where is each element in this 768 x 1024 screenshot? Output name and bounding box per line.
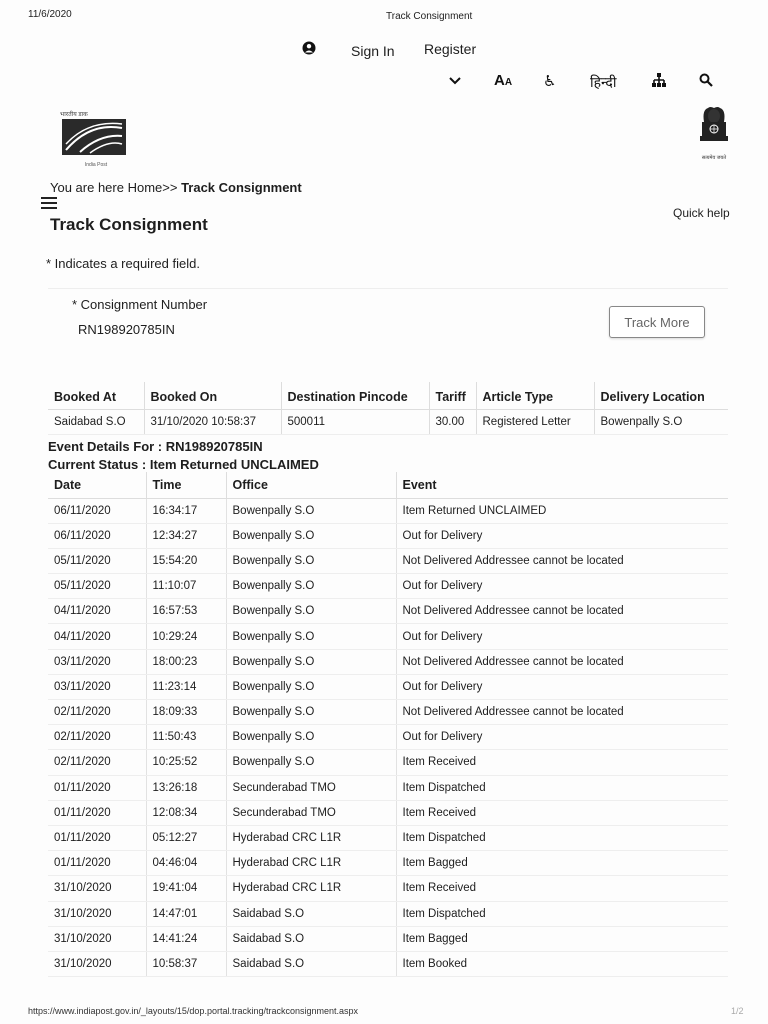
col-article-type: Article Type [476,382,594,410]
event-description: Not Delivered Addressee cannot be located [396,599,728,624]
event-time: 11:50:43 [146,725,226,750]
event-date: 03/11/2020 [48,649,146,674]
event-description: Out for Delivery [396,674,728,699]
search-icon[interactable] [699,73,713,87]
event-time: 05:12:27 [146,825,226,850]
table-row [48,649,728,674]
table-row [48,926,728,951]
event-time: 10:29:24 [146,624,226,649]
event-description: Item Dispatched [396,775,728,800]
logo-english-text: India Post [84,162,108,168]
consignment-number-label: * Consignment Number [72,297,208,312]
breadcrumb-prefix[interactable]: You are here Home>> [50,180,182,195]
required-field-note: * Indicates a required field. [46,256,200,271]
event-date: 05/11/2020 [48,574,146,599]
event-time: 14:41:24 [146,926,226,951]
logo-hindi-text: भारतीय डाक [60,112,88,118]
col-event: Event [396,472,728,498]
col-booked-at: Booked At [48,382,144,410]
table-row [48,498,728,523]
print-date: 11/6/2020 [28,9,72,20]
table-row [48,825,728,850]
event-office: Saidabad S.O [226,901,396,926]
col-destination-pincode: Destination Pincode [281,382,429,410]
destination-pincode-value: 500011 [281,410,429,435]
event-date: 03/11/2020 [48,674,146,699]
table-row [48,876,728,901]
table-row [48,775,728,800]
table-row [48,725,728,750]
col-office: Office [226,472,396,498]
event-date: 06/11/2020 [48,523,146,548]
event-description: Item Dispatched [396,901,728,926]
india-post-logo[interactable] [60,110,132,166]
table-row [48,901,728,926]
page-number: 1/2 [731,1006,744,1016]
consignment-number-value: RN198920785IN [78,322,175,337]
event-date: 05/11/2020 [48,548,146,573]
event-office: Secunderabad TMO [226,800,396,825]
article-type-value: Registered Letter [476,410,594,435]
event-time: 16:34:17 [146,498,226,523]
event-office: Bowenpally S.O [226,725,396,750]
event-description: Item Bagged [396,926,728,951]
print-title: Track Consignment [386,11,473,22]
event-office: Saidabad S.O [226,951,396,976]
event-time: 04:46:04 [146,851,226,876]
table-row [48,523,728,548]
event-time: 11:10:07 [146,574,226,599]
event-time: 13:26:18 [146,775,226,800]
page-title: Track Consignment [50,215,208,234]
booked-on-value: 31/10/2020 10:58:37 [144,410,281,435]
event-office: Bowenpally S.O [226,523,396,548]
event-date: 01/11/2020 [48,800,146,825]
col-delivery-location: Delivery Location [594,382,728,410]
event-time: 18:09:33 [146,700,226,725]
booked-at-value: Saidabad S.O [48,410,144,435]
user-icon[interactable] [302,41,316,55]
tariff-value: 30.00 [429,410,476,435]
font-size-icon[interactable]: AA [494,72,513,89]
event-office: Hyderabad CRC L1R [226,876,396,901]
event-date: 01/11/2020 [48,775,146,800]
booking-row [48,410,728,435]
event-time: 15:54:20 [146,548,226,573]
event-details-title: Event Details For : RN198920785IN [48,439,263,454]
event-date: 02/11/2020 [48,725,146,750]
hamburger-icon[interactable] [41,196,57,210]
event-time: 10:25:52 [146,750,226,775]
event-description: Item Returned UNCLAIMED [396,498,728,523]
current-status: Current Status : Item Returned UNCLAIMED [48,457,319,472]
table-row [48,599,728,624]
breadcrumb-current: Track Consignment [181,180,302,195]
booking-header-row [48,382,728,410]
event-date: 06/11/2020 [48,498,146,523]
event-date: 31/10/2020 [48,951,146,976]
event-description: Item Bagged [396,851,728,876]
event-details-table [48,472,728,977]
event-time: 12:34:27 [146,523,226,548]
accessibility-icon[interactable]: ♿ [543,73,557,90]
event-date: 31/10/2020 [48,926,146,951]
event-description: Not Delivered Addressee cannot be located [396,700,728,725]
footer-url: https://www.indiapost.gov.in/_layouts/15/dop.portal.tracking/trackconsignment.aspx [28,1006,359,1016]
event-time: 16:57:53 [146,599,226,624]
register-link[interactable]: Register [424,41,477,57]
event-date: 04/11/2020 [48,599,146,624]
event-office: Secunderabad TMO [226,775,396,800]
emblem-motto: सत्यमेव जयते [701,155,727,161]
event-description: Item Received [396,876,728,901]
event-office: Bowenpally S.O [226,599,396,624]
event-office: Bowenpally S.O [226,574,396,599]
event-office: Hyderabad CRC L1R [226,825,396,850]
track-more-button[interactable]: Track More [609,306,705,338]
event-date: 31/10/2020 [48,901,146,926]
event-time: 18:00:23 [146,649,226,674]
event-description: Out for Delivery [396,624,728,649]
breadcrumb [50,180,302,195]
event-description: Not Delivered Addressee cannot be located [396,548,728,573]
event-date: 01/11/2020 [48,851,146,876]
event-description: Item Received [396,800,728,825]
event-description: Item Booked [396,951,728,976]
event-date: 02/11/2020 [48,750,146,775]
table-row [48,574,728,599]
table-row [48,700,728,725]
national-emblem [692,104,736,160]
event-time: 19:41:04 [146,876,226,901]
table-row [48,750,728,775]
table-row [48,548,728,573]
event-date: 02/11/2020 [48,700,146,725]
event-description: Item Received [396,750,728,775]
event-description: Not Delivered Addressee cannot be located [396,649,728,674]
event-office: Bowenpally S.O [226,700,396,725]
event-office: Hyderabad CRC L1R [226,851,396,876]
col-time: Time [146,472,226,498]
booking-details-table [48,382,728,435]
event-time: 10:58:37 [146,951,226,976]
event-time: 11:23:14 [146,674,226,699]
sign-in-link[interactable]: Sign In [351,43,395,59]
table-row [48,674,728,699]
event-office: Bowenpally S.O [226,674,396,699]
event-date: 31/10/2020 [48,876,146,901]
event-office: Bowenpally S.O [226,498,396,523]
events-header-row [48,472,728,498]
sitemap-icon[interactable] [651,72,667,88]
event-time: 14:47:01 [146,901,226,926]
event-office: Saidabad S.O [226,926,396,951]
event-description: Item Dispatched [396,825,728,850]
event-description: Out for Delivery [396,725,728,750]
event-office: Bowenpally S.O [226,548,396,573]
table-row [48,800,728,825]
chevron-down-icon[interactable] [449,76,461,86]
event-office: Bowenpally S.O [226,750,396,775]
event-time: 12:08:34 [146,800,226,825]
delivery-location-value: Bowenpally S.O [594,410,728,435]
quick-help-link[interactable]: Quick help [673,206,730,220]
col-booked-on: Booked On [144,382,281,410]
event-date: 01/11/2020 [48,825,146,850]
event-description: Out for Delivery [396,523,728,548]
event-office: Bowenpally S.O [226,624,396,649]
language-toggle[interactable]: हिन्दी [590,74,617,90]
event-description: Out for Delivery [396,574,728,599]
logo-mark [60,118,128,156]
table-row [48,851,728,876]
col-tariff: Tariff [429,382,476,410]
event-date: 04/11/2020 [48,624,146,649]
col-date: Date [48,472,146,498]
table-row [48,624,728,649]
event-office: Bowenpally S.O [226,649,396,674]
events-body [48,498,728,977]
table-row [48,951,728,976]
